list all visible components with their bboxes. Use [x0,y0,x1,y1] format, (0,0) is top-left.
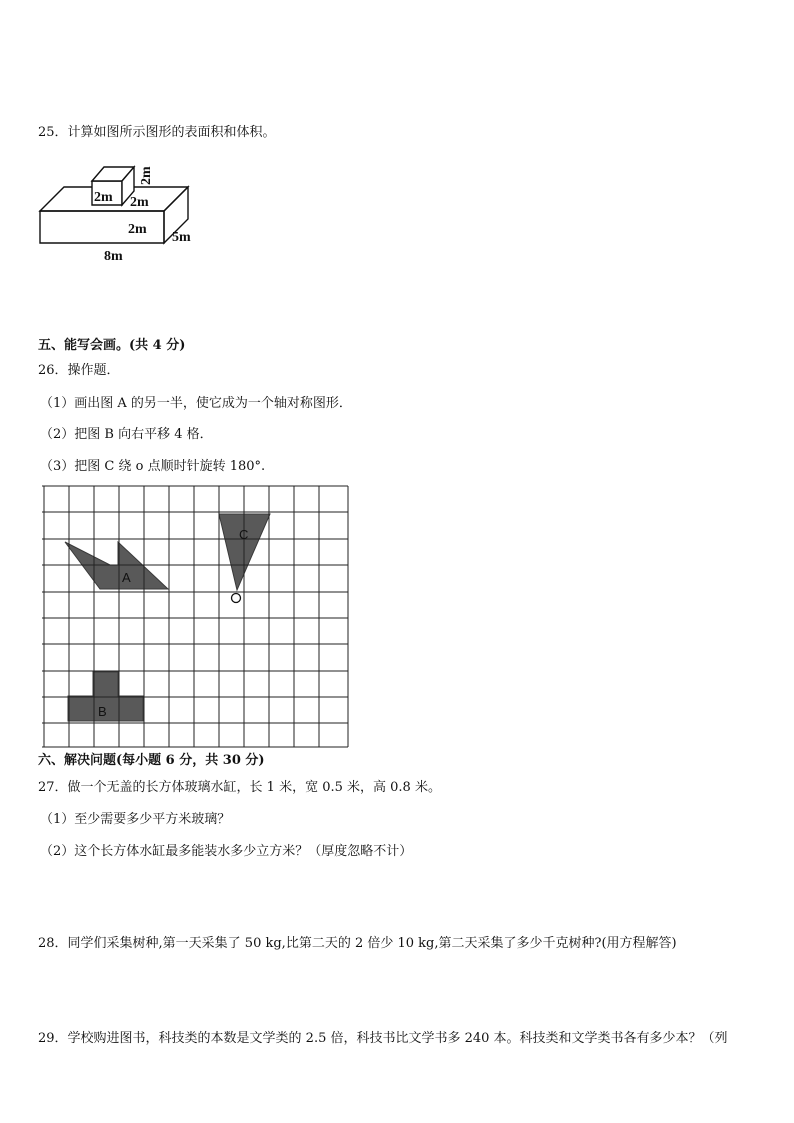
q26-item-2: （2）把图 B 向右平移 4 格． [40,427,213,442]
q29-text: 29．学校购进图书，科技类的本数是文学类的 2.5 倍，科技书比文学书多 240 本。科技类和文学类书各有多少本？（列 [38,1031,728,1046]
q25-figure [30,155,210,265]
q26-title: 26．操作题． [38,363,120,378]
q25-text: 25．计算如图所示图形的表面积和体积。 [38,125,276,140]
q27-text: 27．做一个无盖的长方体玻璃水缸，长 1 米，宽 0.5 米，高 0.8 米。 [38,780,441,795]
rotation-point-o [232,594,241,603]
q26-item-1: （1）画出图 A 的另一半，使它成为一个轴对称图形． [40,396,352,411]
section6-heading: 六、解决问题(每小题 6 分，共 30 分) [38,753,265,768]
shape-a-label: A [122,570,131,585]
q26-item-3: （3）把图 C 绕 o 点顺时针旋转 180°. [40,459,266,474]
small-cube-height-label: 2m [139,166,154,185]
shape-b-label: B [98,704,107,719]
base-height-label: 2m [128,222,147,237]
q26-grid-figure [42,486,352,748]
small-cube-depth-label: 2m [130,195,149,210]
base-depth-label: 5m [172,230,191,245]
section5-heading: 五、能写会画。(共 4 分) [38,338,186,353]
q27-item-1: （1）至少需要多少平方米玻璃？ [40,812,231,827]
shape-c-label: C [239,527,249,542]
base-length-label: 8m [104,249,123,264]
q28-text: 28．同学们采集树种,第一天采集了 50 kg,比第二天的 2 倍少 10 kg,第二天采集了多少千克树种?(用方程解答) [38,936,677,951]
small-cube-front-label: 2m [94,190,113,205]
q27-item-2: （2）这个长方体水缸最多能装水多少立方米？（厚度忽略不计） [40,844,413,859]
